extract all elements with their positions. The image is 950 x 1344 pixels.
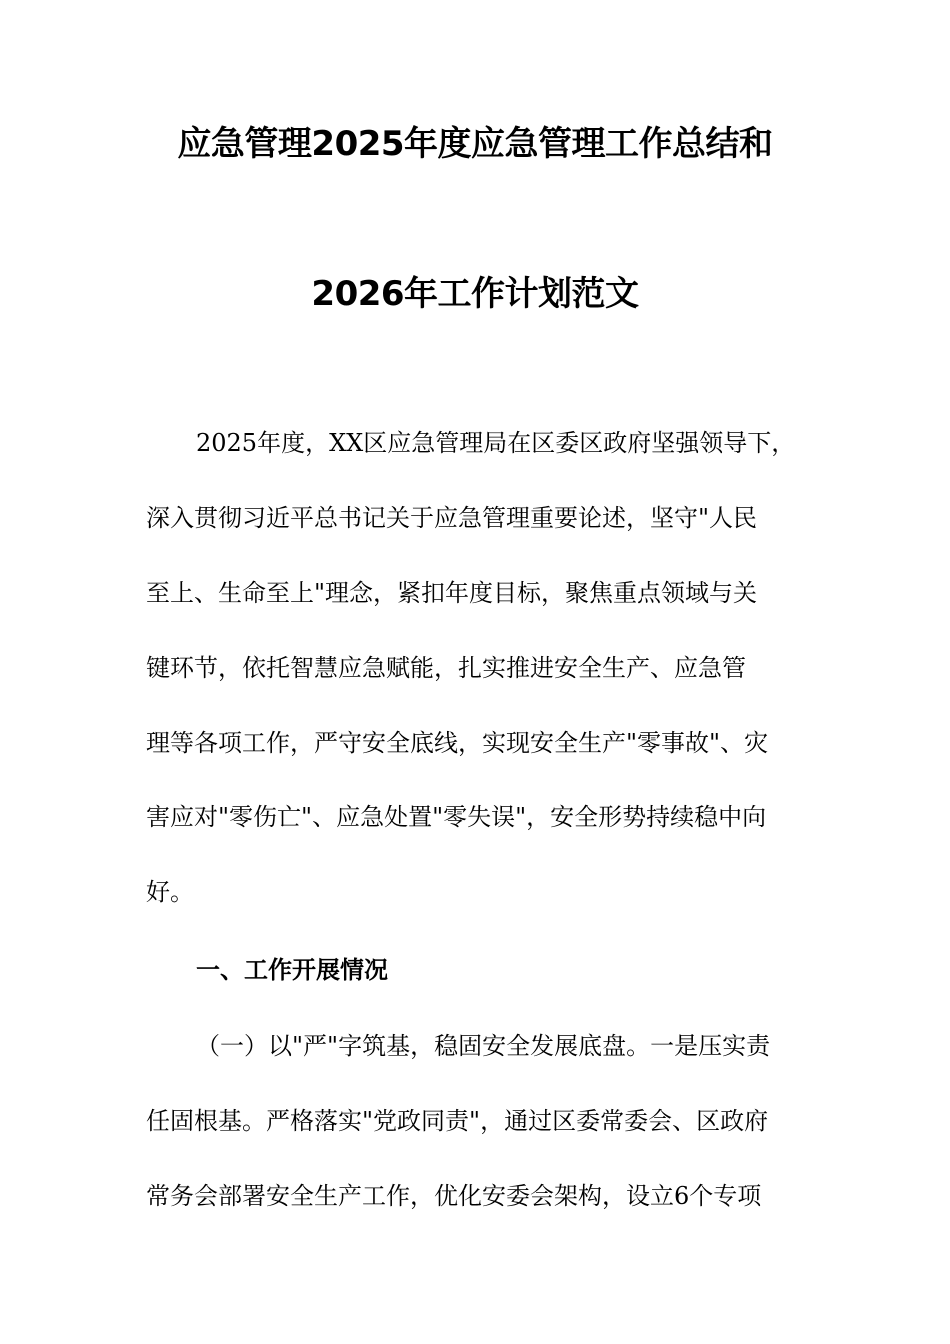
paragraph-1-line: 至上、生命至上"理念，紧扣年度目标，聚焦重点领域与关 [146,579,758,607]
paragraph-1-line: 好。 [146,878,194,906]
paragraph-1-line: 2025年度，XX区应急管理局在区委区政府坚强领导下， [196,429,796,457]
paragraph-2-line: （一）以"严"字筑基，稳固安全发展底盘。一是压实责 [196,1032,771,1060]
document-title-line-1: 应急管理2025年度应急管理工作总结和 [177,124,773,164]
section-heading: 一、工作开展情况 [196,956,388,984]
paragraph-1-line: 害应对"零伤亡"、应急处置"零失误"，安全形势持续稳中向 [146,803,767,831]
paragraph-1-line: 深入贯彻习近平总书记关于应急管理重要论述，坚守"人民 [146,504,758,532]
document-title-line-2: 2026年工作计划范文 [311,274,639,314]
paragraph-1-line: 理等各项工作，严守安全底线，实现安全生产"零事故"、灾 [146,729,769,757]
paragraph-2-line: 常务会部署安全生产工作，优化安委会架构，设立6个专项 [146,1182,762,1210]
paragraph-1-line: 键环节，依托智慧应急赋能，扎实推进安全生产、应急管 [146,654,746,682]
paragraph-2-line: 任固根基。严格落实"党政同责"，通过区委常委会、区政府 [146,1107,769,1135]
